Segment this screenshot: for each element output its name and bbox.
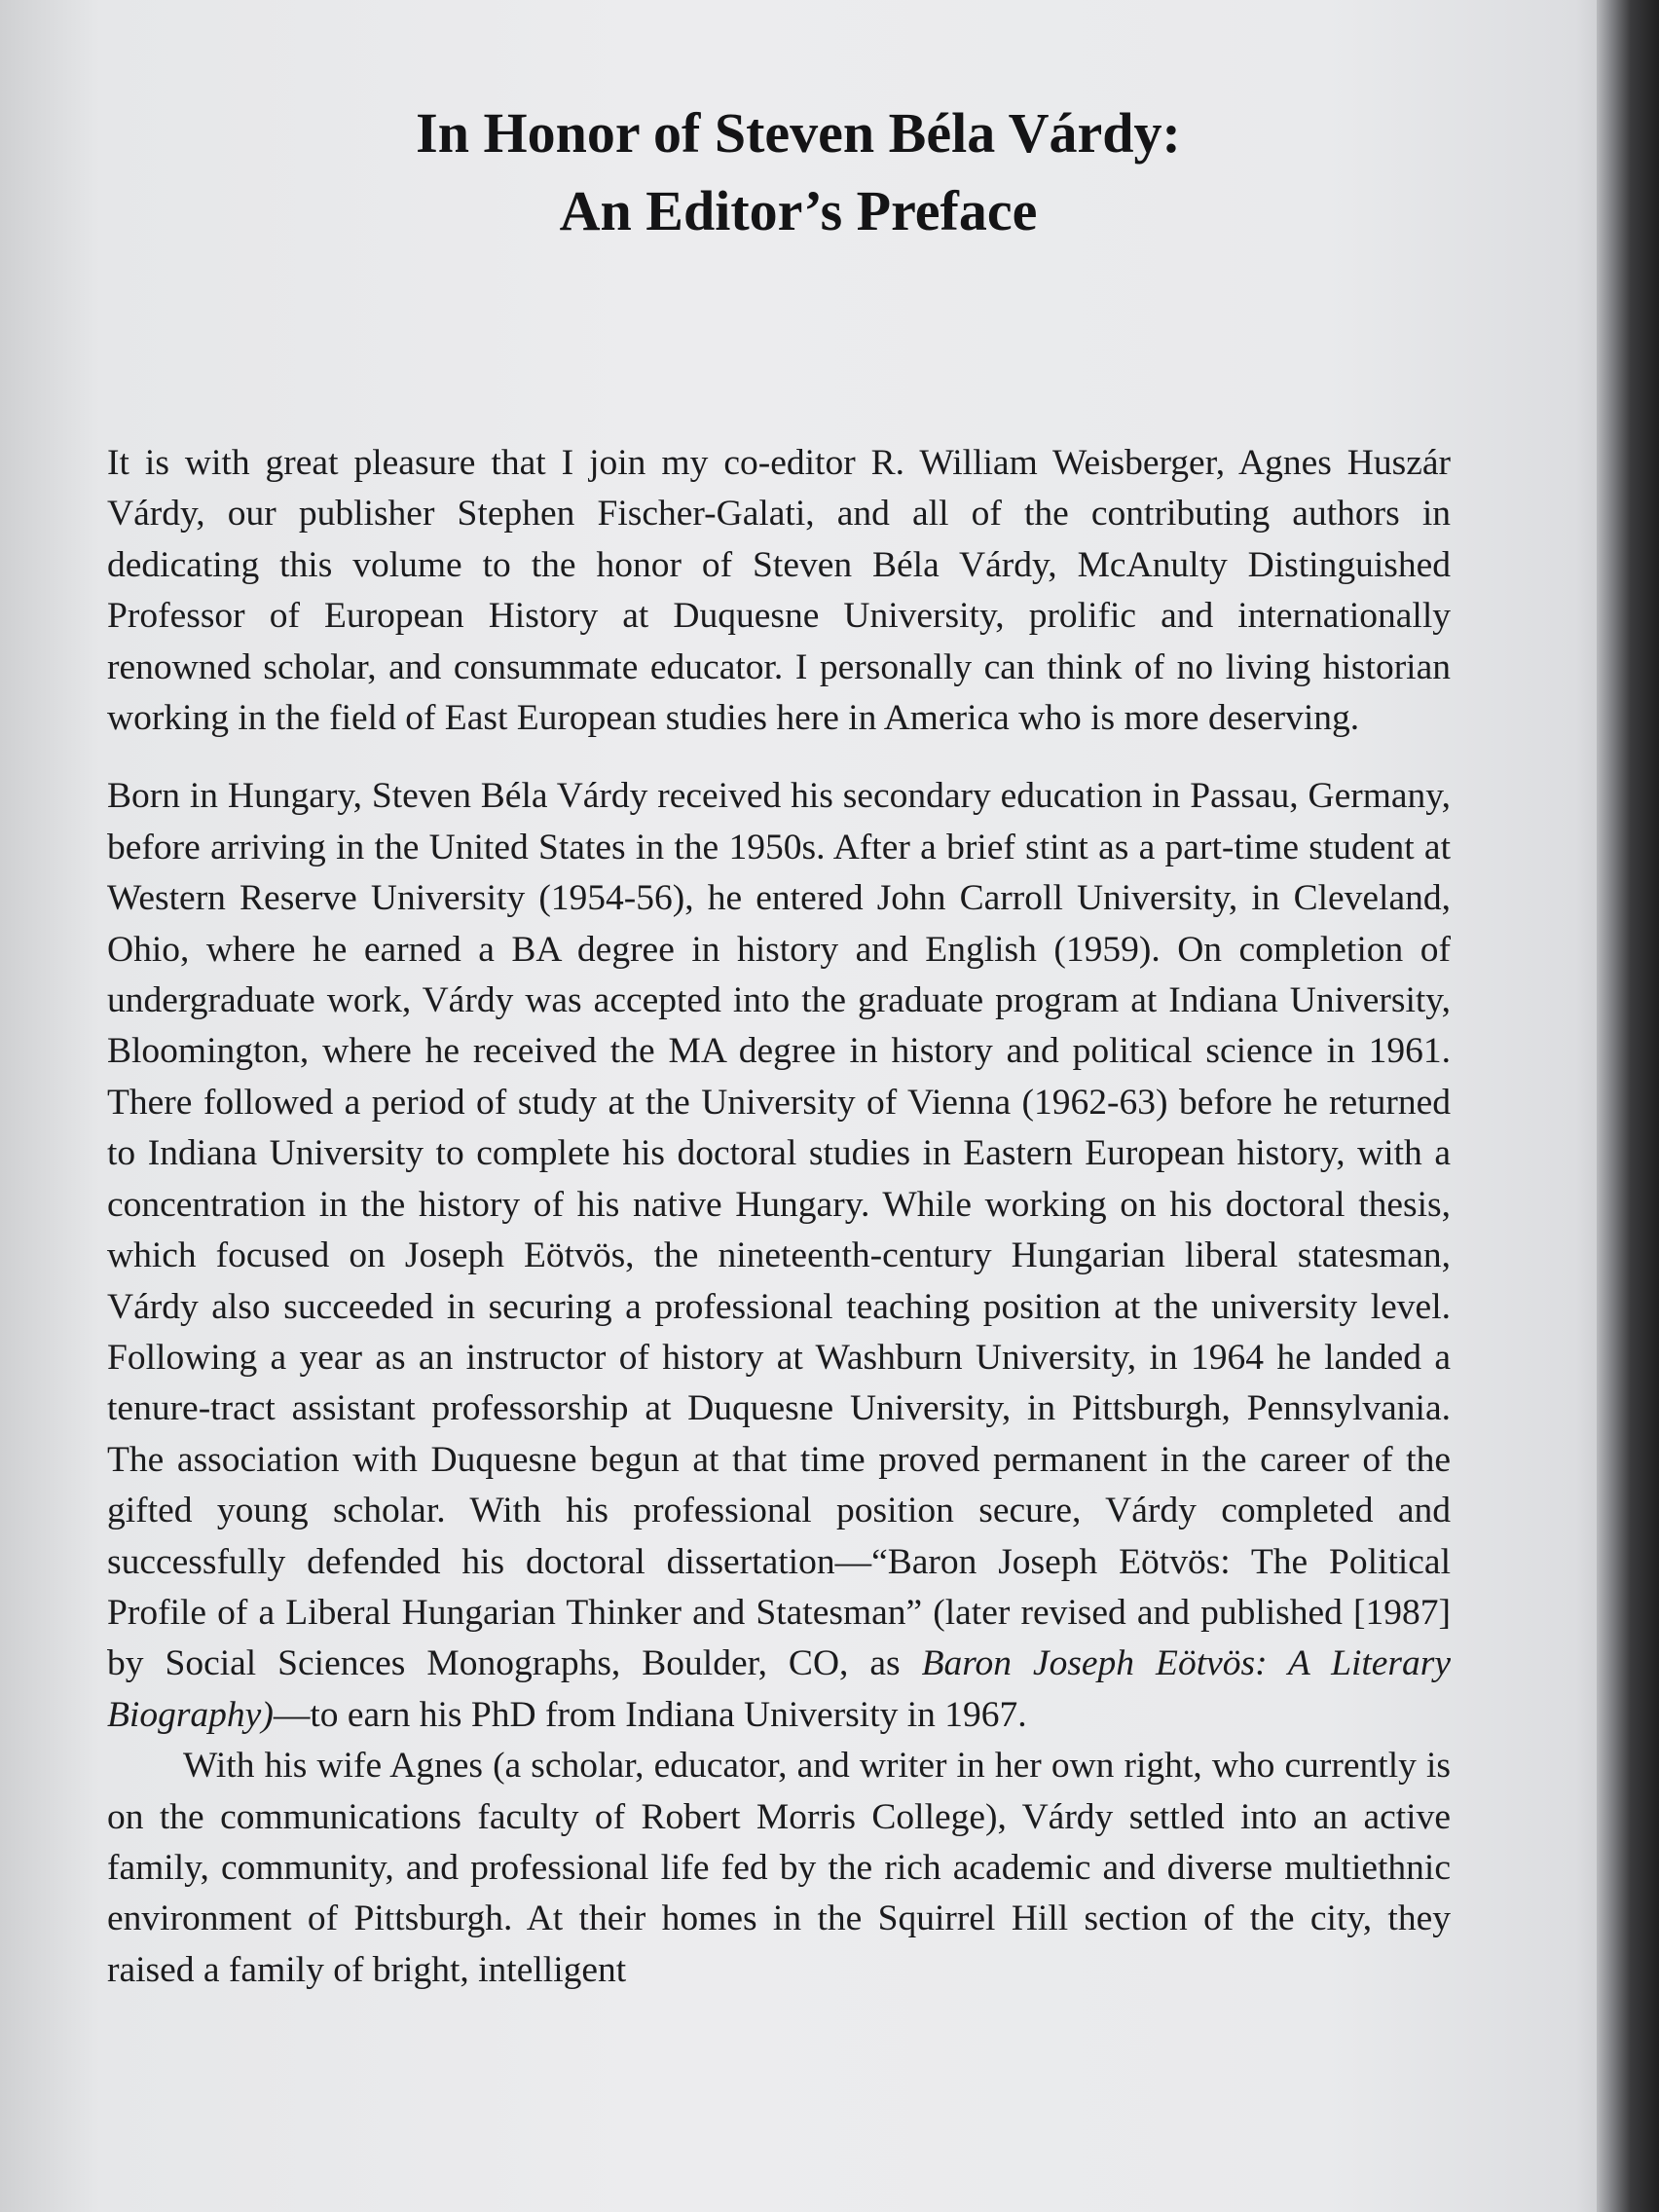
paragraph-1: It is with great pleasure that I join my co-editor R. William Weisberger, Agnes Huszár Várdy, our publisher Stephen Fischer-Galati, and all of the contributing authors in dedicating this volume to the honor of Steven Béla Várdy, McAnulty Distinguished Professor of European History at Duquesne University, prolific and internationally renowned scholar, and consummate educator. I personally can think of no living historian working in the field of East European studies here in America who is more deserving.: [107, 443, 1451, 739]
title-line-1: In Honor of Steven Béla Várdy:: [416, 100, 1181, 165]
book-gutter-shadow: [1597, 0, 1659, 2212]
title-line-2: An Editor’s Preface: [559, 178, 1038, 242]
paragraph-2-text-b: —to earn his PhD from Indiana University in 1967.: [273, 1694, 1027, 1735]
paragraph-2-text-a: Born in Hungary, Steven Béla Várdy received his secondary education in Passau, Germany, before arriving in the United States in the 1950s. After a brief stint as a part-time student at Western Reserve University (1954-56), he entered John Carroll University, in Cleveland, Ohio, where he earned a BA degree in history and English (1959). On completion of undergraduate work, Várdy was accepted into the graduate program at Indiana University, Bloomington, where he received the MA degree in history and political science in 1961. There followed a period of study at the University of Vienna (1962-63) before he returned to Indiana University to complete his doctoral studies in Eastern European history, with a concentration in the history of his native Hungary. While working on his doctoral thesis, which focused on Joseph Eötvös, the nineteenth-century Hungarian liberal statesman, Várdy also succeeded in securing a professional teaching position at the university level. Following a year as an instructor of history at Washburn University, in 1964 he landed a tenure-tract assistant professorship at Duquesne University, in Pittsburgh, Pennsylvania. The association with Duquesne begun at that time proved permanent in the career of the gifted young scholar. With his professional position secure, Várdy completed and successfully defended his doctoral dissertation—“Baron Joseph Eötvös: The Political Profile of a Liberal Hungarian Thinker and Statesman” (later revised and published [1987] by Social Sciences Monographs, Boulder, CO, as: [107, 776, 1451, 1684]
preface-body: [107, 438, 1451, 1996]
book-title-italic: Baron Joseph Eötvös: A Literary Biography): [107, 1643, 1452, 1735]
paragraph-2: [107, 771, 1451, 1741]
page-title: [0, 94, 1597, 250]
paragraph-3: With his wife Agnes (a scholar, educator, and writer in her own right, who currently is on the communications faculty of Robert Morris College), Várdy settled into an active family, community, and professional life fed by the rich academic and diverse multiethnic environment of Pittsburgh. At their homes in the Squirrel Hill section of the city, they raised a family of bright, intelligent: [107, 1746, 1451, 1990]
